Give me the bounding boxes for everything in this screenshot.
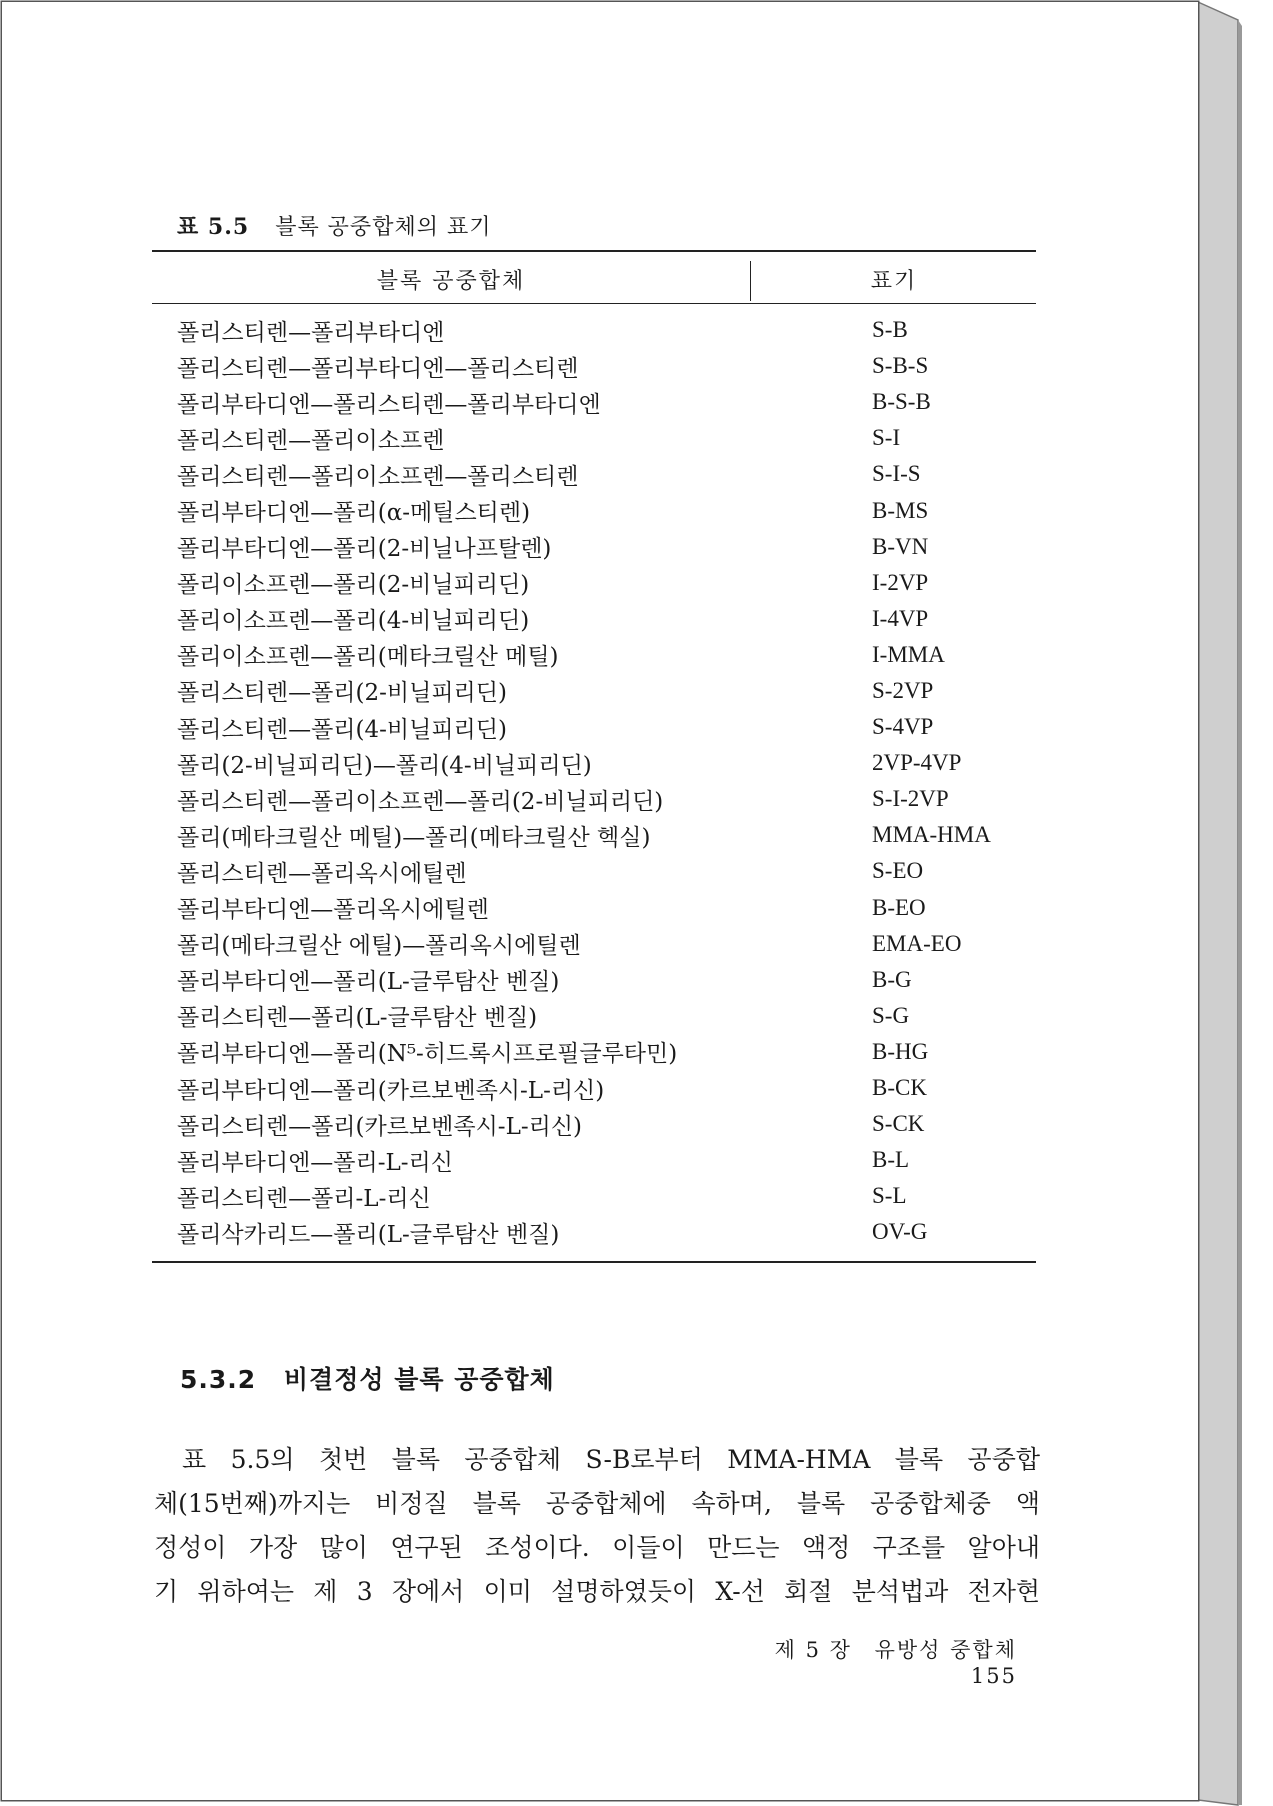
section-number: 5.3.2 [180, 1365, 257, 1394]
table-row [177, 817, 1037, 853]
table-row [177, 781, 1037, 817]
table-row [177, 1034, 1037, 1070]
copolymer-name: 폴리이소프렌—폴리(4-비닐피리딘) [177, 608, 530, 635]
copolymer-name: 폴리부타디엔—폴리(2-비닐나프탈렌) [177, 536, 552, 563]
table-bottom-rule [152, 1261, 1036, 1263]
copolymer-notation: MMA-HMA [872, 822, 991, 848]
copolymer-notation: S-I-2VP [872, 786, 949, 812]
table-row [177, 890, 1037, 926]
copolymer-name: 폴리(메타크릴산 에틸)—폴리옥시에틸렌 [177, 933, 581, 960]
body-line: 기 위하여는 제 3 장에서 이미 설명하였듯이 X-선 회절 분석법과 전자현 [154, 1577, 1040, 1606]
table-row [177, 1106, 1037, 1142]
table-row [177, 637, 1037, 673]
table-header-notation: 표기 [870, 269, 918, 294]
table-top-rule [152, 250, 1036, 252]
copolymer-name: 폴리스티렌—폴리이소프렌—폴리(2-비닐피리딘) [177, 788, 664, 815]
page-footer [702, 1634, 1017, 1688]
copolymer-notation: I-4VP [872, 605, 929, 631]
copolymer-notation: EMA-EO [872, 930, 962, 956]
body-line: 체(15번째)까지는 비정질 블록 공중합체에 속하며, 블록 공중합체중 액 [154, 1489, 1040, 1518]
table-caption-title: 블록 공중합체의 표기 [275, 215, 492, 240]
table-row [177, 1142, 1037, 1178]
copolymer-name: 폴리부타디엔—폴리(N⁵-히드록시프로필글루타민) [177, 1041, 678, 1068]
copolymer-name: 폴리스티렌—폴리-L-리신 [177, 1185, 431, 1212]
table-row [177, 492, 1037, 528]
table-row [177, 420, 1037, 456]
copolymer-notation: S-EO [872, 858, 924, 884]
table-body [177, 312, 1037, 1250]
table-header-divider [750, 261, 751, 301]
copolymer-notation: S-B [872, 317, 908, 343]
copolymer-name: 폴리부타디엔—폴리옥시에틸렌 [177, 897, 489, 924]
copolymer-name: 폴리스티렌—폴리이소프렌—폴리스티렌 [177, 463, 579, 490]
copolymer-name: 폴리부타디엔—폴리(α-메틸스티렌) [177, 500, 531, 527]
copolymer-name: 폴리스티렌—폴리부타디엔 [177, 319, 445, 346]
copolymer-notation: B-VN [872, 533, 929, 559]
copolymer-name: 폴리스티렌—폴리(4-비닐피리딘) [177, 716, 507, 743]
copolymer-name: 폴리(2-비닐피리딘)—폴리(4-비닐피리딘) [177, 752, 592, 779]
table-caption [177, 210, 491, 241]
copolymer-name: 폴리부타디엔—폴리-L-리신 [177, 1149, 453, 1176]
table-row [177, 348, 1037, 384]
document-page [2, 2, 1198, 1800]
copolymer-name: 폴리스티렌—폴리(카르보벤족시-L-리신) [177, 1113, 583, 1140]
copolymer-notation: B-G [872, 966, 912, 992]
table-row [177, 1070, 1037, 1106]
table-row [177, 529, 1037, 565]
copolymer-name: 폴리이소프렌—폴리(2-비닐피리딘) [177, 572, 530, 599]
body-paragraph [154, 1438, 1040, 1614]
copolymer-notation: S-2VP [872, 677, 934, 703]
copolymer-notation: S-L [872, 1183, 907, 1209]
copolymer-notation: S-B-S [872, 353, 929, 379]
section-title: 비결정성 블록 공중합체 [283, 1365, 555, 1394]
table-row [177, 565, 1037, 601]
table-header-rule [152, 303, 1036, 304]
copolymer-notation: B-MS [872, 497, 929, 523]
copolymer-name: 폴리스티렌—폴리옥시에틸렌 [177, 860, 467, 887]
copolymer-name: 폴리부타디엔—폴리(카르보벤족시-L-리신) [177, 1077, 605, 1104]
copolymer-notation: B-HG [872, 1038, 929, 1064]
copolymer-name: 폴리삭카리드—폴리(L-글루탐산 벤질) [177, 1221, 560, 1248]
copolymer-notation: S-I-S [872, 461, 921, 487]
copolymer-notation: B-CK [872, 1075, 927, 1101]
table-row [177, 745, 1037, 781]
footer-chapter: 제 5 장 [774, 1638, 852, 1662]
copolymer-name: 폴리스티렌—폴리(2-비닐피리딘) [177, 680, 507, 707]
copolymer-name: 폴리이소프렌—폴리(메타크릴산 메틸) [177, 644, 559, 671]
table-row [177, 962, 1037, 998]
copolymer-name: 폴리부타디엔—폴리(L-글루탐산 벤질) [177, 969, 560, 996]
table-row [177, 601, 1037, 637]
table-row [177, 673, 1037, 709]
body-line: 표 5.5의 첫번 블록 공중합체 S-B로부터 MMA-HMA 블록 공중합 [182, 1445, 1040, 1474]
table-row [177, 926, 1037, 962]
table-row [177, 1178, 1037, 1214]
page-number: 155 [970, 1664, 1017, 1688]
body-line: 정성이 가장 많이 연구된 조성이다. 이들이 만드는 액정 구조를 알아내 [154, 1533, 1040, 1562]
table-caption-number: 표 5.5 [177, 214, 250, 240]
copolymer-notation: B-S-B [872, 389, 931, 415]
copolymer-notation: OV-G [872, 1219, 928, 1245]
table-row [177, 998, 1037, 1034]
copolymer-name: 폴리(메타크릴산 메틸)—폴리(메타크릴산 헥실) [177, 824, 651, 851]
table-row [177, 1214, 1037, 1250]
copolymer-notation: 2VP-4VP [872, 750, 962, 776]
copolymer-name: 폴리스티렌—폴리이소프렌 [177, 427, 445, 454]
table-row [177, 384, 1037, 420]
table-row [177, 456, 1037, 492]
copolymer-name: 폴리스티렌—폴리부타디엔—폴리스티렌 [177, 355, 579, 382]
copolymer-notation: I-MMA [872, 641, 945, 667]
copolymer-notation: B-L [872, 1147, 910, 1173]
copolymer-notation: B-EO [872, 894, 926, 920]
copolymer-notation: I-2VP [872, 569, 929, 595]
copolymer-name: 폴리부타디엔—폴리스티렌—폴리부타디엔 [177, 391, 601, 418]
table-row [177, 853, 1037, 889]
copolymer-notation: S-I [872, 425, 901, 451]
copolymer-notation: S-G [872, 1002, 910, 1028]
copolymer-name: 폴리스티렌—폴리(L-글루탐산 벤질) [177, 1005, 538, 1032]
table-row [177, 709, 1037, 745]
footer-chapter-title: 유방성 중합체 [874, 1638, 1017, 1662]
copolymer-notation: S-CK [872, 1111, 925, 1137]
section-heading [180, 1360, 555, 1396]
copolymer-notation: S-4VP [872, 714, 934, 740]
table-header-copolymer: 블록 공중합체 [376, 269, 526, 294]
table-row [177, 312, 1037, 348]
